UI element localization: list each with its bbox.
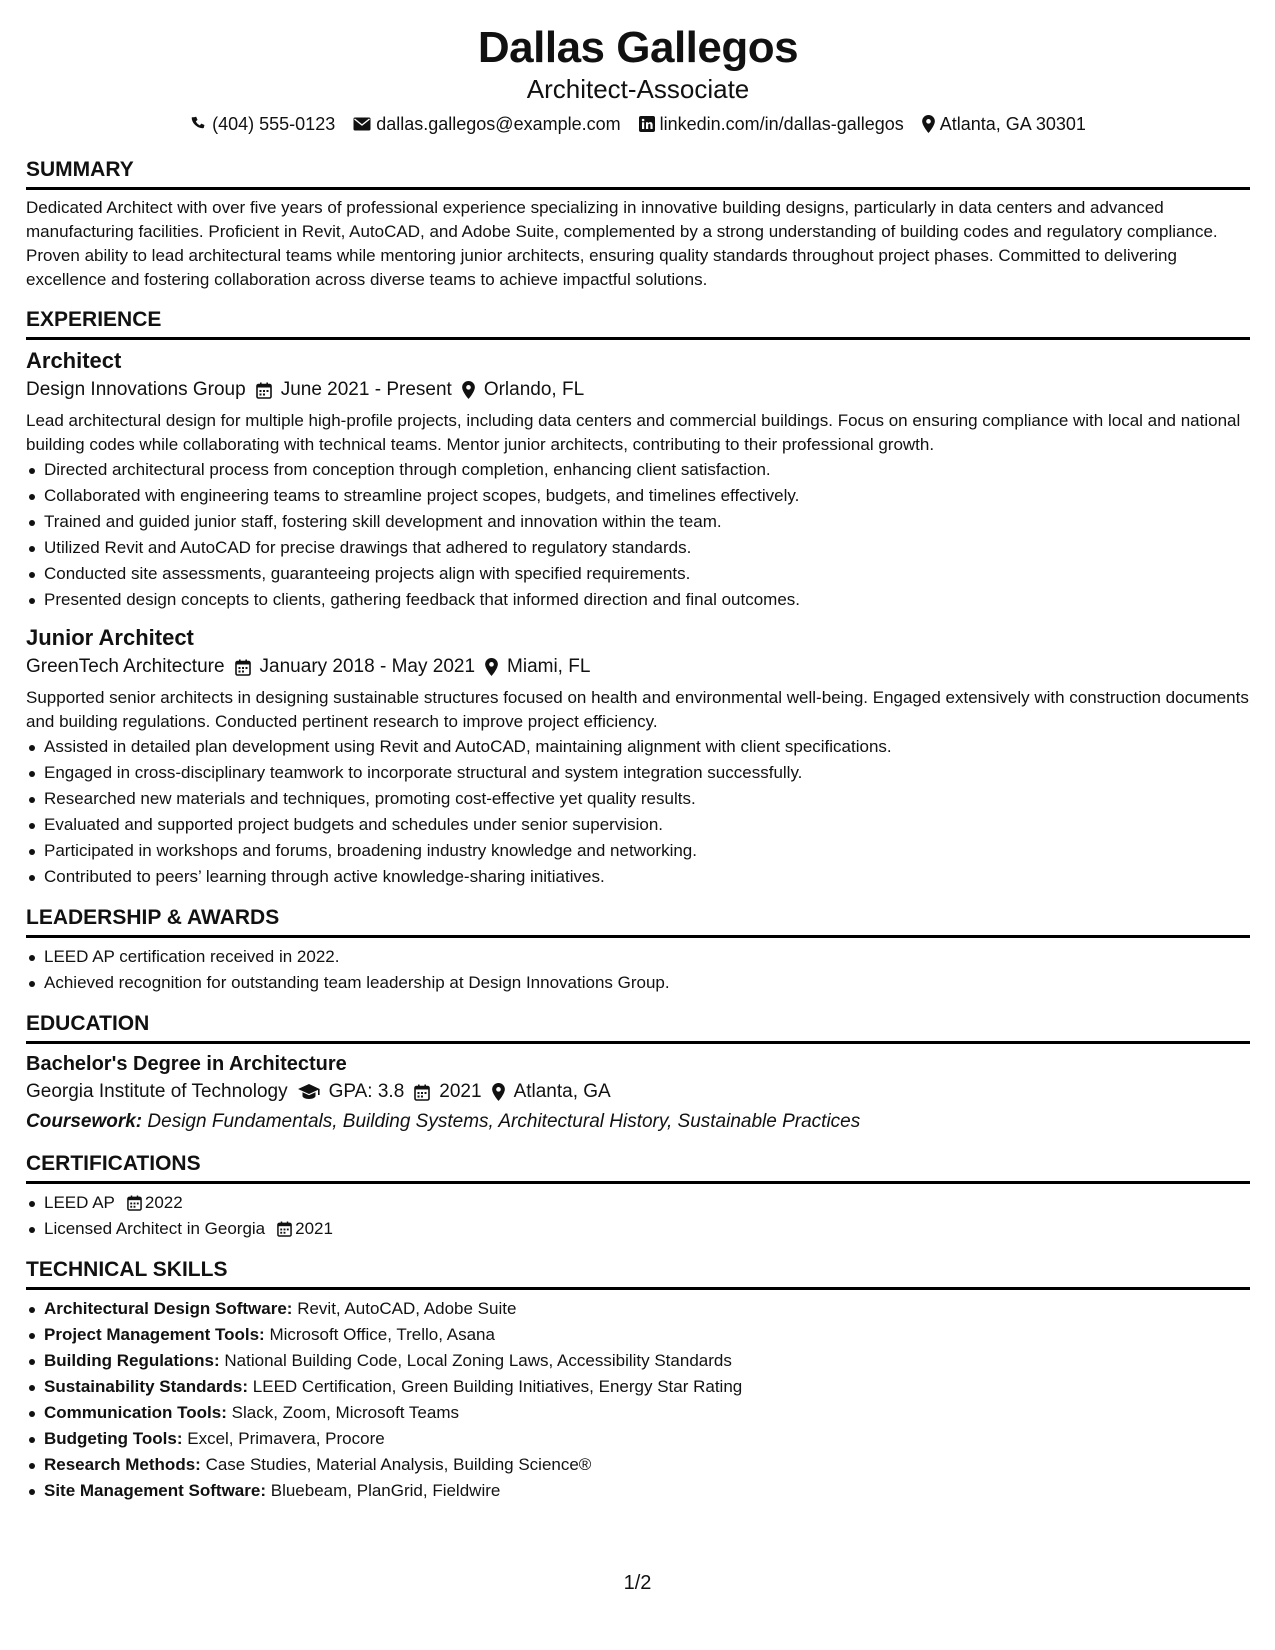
job-location-text: Orlando, FL: [483, 379, 585, 400]
certifications-heading: CERTIFICATIONS: [26, 1150, 1250, 1184]
map-pin-icon: [462, 381, 475, 399]
job-location-text: Miami, FL: [507, 656, 591, 677]
calendar-icon: [414, 1084, 430, 1101]
cert-name: LEED AP: [44, 1193, 115, 1212]
calendar-icon: [256, 382, 272, 399]
summary-text: Dedicated Architect with over five years of professional experience specializing in innovative building designs, particularly in data centers and advanced manufacturing facilities. Proficient in Revit, AutoCAD, and Adobe Suite, complemented by a strong understanding of building codes and regulatory compliance. Proven ability to lead architectural teams while mentoring junior architects, ensuring quality standards throughout project phases. Committed to delivering excellence and fostering collaboration across diverse teams to achieve impactful solutions.: [26, 198, 1218, 289]
cert-year: 2022: [144, 1193, 183, 1212]
job-meta: [26, 653, 1250, 681]
education-heading: EDUCATION: [26, 1010, 1250, 1044]
job-location: [485, 653, 590, 681]
coursework: [26, 1108, 1250, 1136]
cert-date: [277, 1216, 333, 1242]
list-item: Assisted in detailed plan development using Revit and AutoCAD, maintaining alignment with client specifications.: [26, 734, 1250, 760]
contact-phone[interactable]: [190, 112, 335, 136]
skills-list: [26, 1296, 1250, 1504]
list-item: [26, 1190, 1250, 1216]
skill-label: Building Regulations:: [44, 1351, 220, 1370]
leadership-section: [26, 904, 1250, 996]
job-bullets: [26, 457, 1250, 613]
job-dates-text: January 2018 - May 2021: [259, 656, 476, 677]
list-item: Researched new materials and techniques, promoting cost-effective yet quality results.: [26, 786, 1250, 812]
job-company: GreenTech Architecture: [26, 656, 225, 677]
cert-date: [127, 1190, 183, 1216]
experience-section: [26, 306, 1250, 890]
leadership-heading: LEADERSHIP & AWARDS: [26, 904, 1250, 938]
envelope-icon: [353, 117, 371, 131]
skill-value: Bluebeam, PlanGrid, Fieldwire: [270, 1481, 501, 1500]
list-item: [26, 1478, 1250, 1504]
list-item: LEED AP certification received in 2022.: [26, 944, 1250, 970]
job-dates: [256, 376, 452, 404]
list-item: Evaluated and supported project budgets and schedules under senior supervision.: [26, 812, 1250, 838]
job-title: Junior Architect: [26, 625, 194, 650]
map-pin-icon: [922, 115, 935, 133]
list-item: Contributed to peers’ learning through active knowledge-sharing initiatives.: [26, 864, 1250, 890]
list-item: [26, 1348, 1250, 1374]
skill-label: Sustainability Standards:: [44, 1377, 249, 1396]
job-entry: [26, 346, 1250, 613]
list-item: Participated in workshops and forums, broadening industry knowledge and networking.: [26, 838, 1250, 864]
job-dates-text: June 2021 - Present: [280, 379, 452, 400]
job-meta: [26, 376, 1250, 404]
calendar-icon: [127, 1195, 142, 1211]
list-item: Trained and guided junior staff, fostering skill development and innovation within the team.: [26, 509, 1250, 535]
linkedin-icon: [639, 116, 655, 132]
skill-value: National Building Code, Local Zoning Laws, Accessibility Standards: [224, 1351, 732, 1370]
education-year: [414, 1078, 481, 1106]
map-pin-icon: [485, 658, 498, 676]
leadership-list: [26, 944, 1250, 996]
contact-linkedin[interactable]: [639, 112, 904, 136]
year-text: 2021: [439, 1081, 482, 1102]
summary-heading: SUMMARY: [26, 156, 1250, 190]
job-bullets: [26, 734, 1250, 890]
education-gpa: [298, 1078, 405, 1106]
certifications-list: [26, 1190, 1250, 1242]
skills-section: [26, 1256, 1250, 1504]
candidate-title: Architect-Associate: [526, 74, 750, 104]
contact-location: [922, 112, 1086, 136]
skill-label: Architectural Design Software:: [44, 1299, 293, 1318]
skill-label: Research Methods:: [44, 1455, 201, 1474]
phone-icon: [190, 116, 207, 133]
page-number: 1/2: [623, 1572, 652, 1594]
list-item: Utilized Revit and AutoCAD for precise drawings that adhered to regulatory standards.: [26, 535, 1250, 561]
list-item: [26, 1452, 1250, 1478]
contact-location-text: Atlanta, GA 30301: [939, 114, 1086, 134]
skill-value: Excel, Primavera, Procore: [187, 1429, 385, 1448]
skill-value: LEED Certification, Green Building Initiatives, Energy Star Rating: [252, 1377, 743, 1396]
job-location: [462, 376, 584, 404]
education-meta: [26, 1078, 1250, 1106]
job-description: Supported senior architects in designing sustainable structures focused on health and environmental well-being. Engaged extensively with construction documents and building regulations. Conducted pertinent research to improve project efficiency.: [26, 688, 1249, 731]
job-title: Architect: [26, 348, 122, 373]
skill-value: Slack, Zoom, Microsoft Teams: [231, 1403, 459, 1422]
candidate-name: Dallas Gallegos: [477, 23, 799, 72]
cert-name: Licensed Architect in Georgia: [44, 1219, 266, 1238]
graduation-cap-icon: [298, 1084, 320, 1100]
list-item: Conducted site assessments, guaranteeing projects align with specified requirements.: [26, 561, 1250, 587]
list-item: [26, 1426, 1250, 1452]
education-location: [492, 1078, 611, 1106]
skill-label: Project Management Tools:: [44, 1325, 265, 1344]
coursework-text: Design Fundamentals, Building Systems, Architectural History, Sustainable Practices: [147, 1111, 861, 1132]
job-description: Lead architectural design for multiple high-profile projects, including data centers and commercial buildings. Focus on ensuring compliance with local and national building codes while collaborating with technical teams. Mentor junior architects, contributing to their professional growth.: [26, 411, 1241, 454]
education-location-text: Atlanta, GA: [513, 1081, 611, 1102]
summary-section: [26, 156, 1250, 292]
skill-value: Microsoft Office, Trello, Asana: [269, 1325, 495, 1344]
gpa-text: GPA: 3.8: [328, 1081, 405, 1102]
map-pin-icon: [492, 1083, 505, 1101]
certifications-section: [26, 1150, 1250, 1242]
job-entry: [26, 623, 1250, 890]
skill-value: Case Studies, Material Analysis, Building Science®: [205, 1455, 592, 1474]
skill-label: Site Management Software:: [44, 1481, 266, 1500]
list-item: [26, 1216, 1250, 1242]
job-company: Design Innovations Group: [26, 379, 246, 400]
list-item: [26, 1400, 1250, 1426]
contact-linkedin-text: linkedin.com/in/dallas-gallegos: [659, 114, 904, 134]
school-name: Georgia Institute of Technology: [26, 1081, 288, 1102]
calendar-icon: [277, 1221, 292, 1237]
job-dates: [235, 653, 475, 681]
contact-phone-text: (404) 555-0123: [212, 114, 336, 134]
resume-header: [26, 22, 1250, 136]
calendar-icon: [235, 659, 251, 676]
degree-title: Bachelor's Degree in Architecture: [26, 1053, 347, 1075]
contact-email-text: dallas.gallegos@example.com: [376, 114, 621, 134]
list-item: Collaborated with engineering teams to streamline project scopes, budgets, and timelines effectively.: [26, 483, 1250, 509]
resume-page: [26, 22, 1250, 1504]
cert-year: 2021: [295, 1219, 333, 1238]
coursework-label: Coursework:: [26, 1111, 143, 1132]
skills-heading: TECHNICAL SKILLS: [26, 1256, 1250, 1290]
list-item: [26, 1322, 1250, 1348]
list-item: [26, 1296, 1250, 1322]
list-item: Engaged in cross-disciplinary teamwork to incorporate structural and system integration successfully.: [26, 760, 1250, 786]
experience-heading: EXPERIENCE: [26, 306, 1250, 340]
contact-email[interactable]: [353, 112, 620, 136]
skill-label: Budgeting Tools:: [44, 1429, 183, 1448]
list-item: Presented design concepts to clients, gathering feedback that informed direction and final outcomes.: [26, 587, 1250, 613]
list-item: [26, 1374, 1250, 1400]
contact-bar: [26, 112, 1250, 136]
education-section: [26, 1010, 1250, 1136]
skill-label: Communication Tools:: [44, 1403, 227, 1422]
list-item: Directed architectural process from conception through completion, enhancing client satisfaction.: [26, 457, 1250, 483]
skill-value: Revit, AutoCAD, Adobe Suite: [297, 1299, 517, 1318]
list-item: Achieved recognition for outstanding team leadership at Design Innovations Group.: [26, 970, 1250, 996]
